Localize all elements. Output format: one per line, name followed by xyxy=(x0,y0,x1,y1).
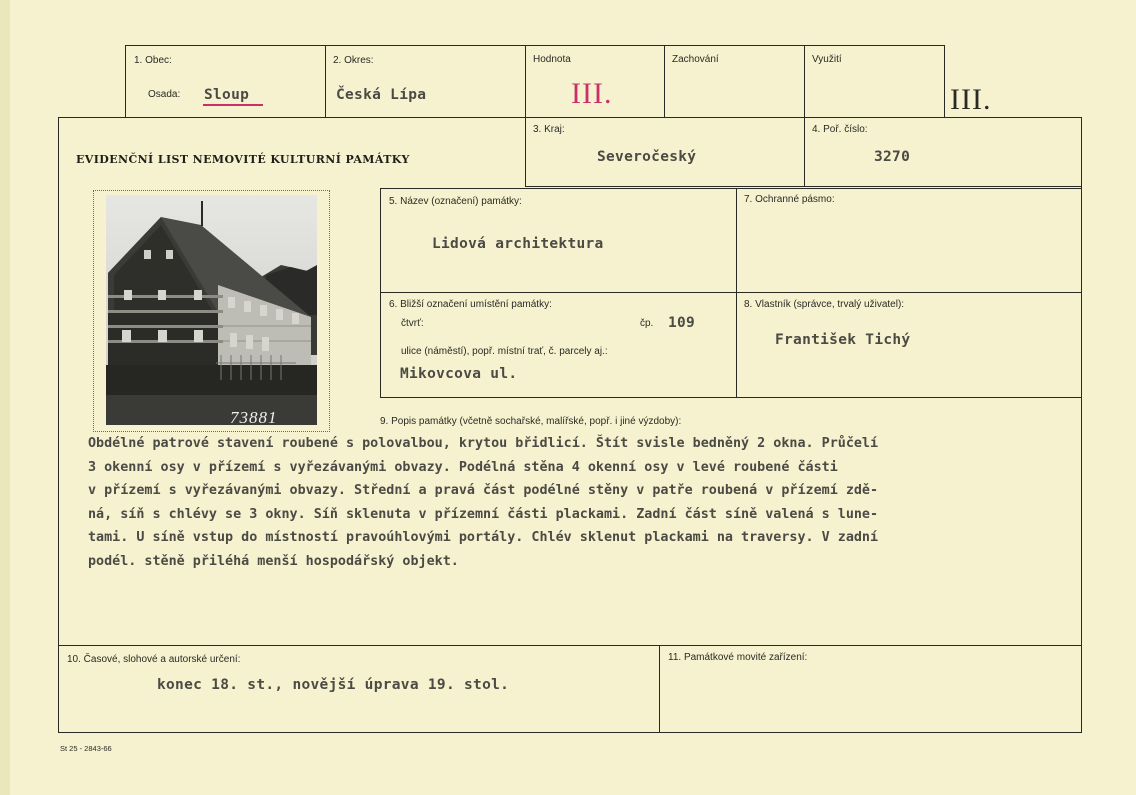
porcislo-label: 4. Poř. číslo: xyxy=(812,124,868,135)
kraj-label: 3. Kraj: xyxy=(533,124,565,135)
popis-line: tami. U síně vstup do místností pravoúhlovými portály. Chlév sklenut plackami na traversy. V zadní xyxy=(88,530,879,546)
popis-line: Obdélné patrové stavení roubené s polovalbou, krytou břidlicí. Štít svisle bedněný 2 okna. Průčelí xyxy=(88,436,879,451)
rule xyxy=(736,188,737,398)
vlastnik-label: 8. Vlastník (správce, trvalý uživatel): xyxy=(744,299,905,310)
popis-text xyxy=(88,432,1078,574)
photo-number-stamp: 73881 xyxy=(230,408,278,427)
pasmo-label: 7. Ochranné pásmo: xyxy=(744,194,835,205)
vlastnik-value: František Tichý xyxy=(775,332,911,348)
rule xyxy=(380,397,1082,398)
rule xyxy=(944,45,945,118)
building-photo-image xyxy=(106,195,317,425)
hodnota-label: Hodnota xyxy=(533,54,571,65)
popis-line: ná, síň s chlévy se 3 okny. Síň sklenuta v přízemní části plackami. Zadní část síně valená s lune- xyxy=(88,506,879,522)
cp-label: čp. xyxy=(640,318,654,329)
osada-value: Sloup xyxy=(204,87,250,103)
nazev-label: 5. Název (označení) památky: xyxy=(389,196,522,207)
ulice-value: Mikovcova ul. xyxy=(400,366,518,382)
rule xyxy=(125,45,945,46)
obec-label: 1. Obec: xyxy=(134,55,172,66)
urceni-value: konec 18. st., novější úprava 19. stol. xyxy=(157,677,510,693)
osada-underline xyxy=(203,104,263,106)
rule xyxy=(58,117,59,733)
umisteni-label: 6. Bližší označení umístění památky: xyxy=(389,299,552,310)
rule xyxy=(525,186,1082,187)
porcislo-value: 3270 xyxy=(874,149,911,165)
rule xyxy=(125,45,126,118)
popis-label: 9. Popis památky (včetně sochařské, malířské, popř. i jiné výzdoby): xyxy=(380,416,682,427)
ulice-label: ulice (náměstí), popř. místní trať, č. parcely aj.: xyxy=(401,346,608,357)
rule xyxy=(325,45,326,118)
form-title: EVIDENČNÍ LIST NEMOVITÉ KULTURNÍ PAMÁTKY xyxy=(76,153,410,166)
popis-line: 3 okenní osy v přízemí s vyřezávanými obvazy. Podélná stěna 4 okenní osy v levé roubené části xyxy=(88,459,838,475)
kraj-value: Severočeský xyxy=(597,149,697,165)
hodnota-value: III. xyxy=(571,77,613,110)
osada-label: Osada: xyxy=(148,89,181,100)
rule xyxy=(58,117,1082,118)
ctvrt-label: čtvrť: xyxy=(401,318,424,329)
rule xyxy=(804,45,805,187)
vyuziti-label: Využití xyxy=(812,54,842,65)
cp-value: 109 xyxy=(668,315,696,331)
rule xyxy=(1081,117,1082,733)
okres-label: 2. Okres: xyxy=(333,55,374,66)
rule xyxy=(380,188,381,398)
zarizeni-label: 11. Památkové movité zařízení: xyxy=(668,652,808,663)
urceni-label: 10. Časové, slohové a autorské určení: xyxy=(67,654,241,665)
building-photo xyxy=(106,195,317,425)
rule xyxy=(380,188,1082,189)
form-code: St 25 - 2843-66 xyxy=(60,744,112,753)
popis-line: podél. stěně přiléhá menší hospodářský objekt. xyxy=(88,553,459,569)
rule xyxy=(664,45,665,118)
side-value: III. xyxy=(950,83,992,116)
rule xyxy=(58,732,1082,733)
okres-value: Česká Lípa xyxy=(336,87,427,103)
rule xyxy=(380,292,1082,293)
card-edge xyxy=(0,0,10,795)
rule xyxy=(58,645,1082,646)
zachovani-label: Zachování xyxy=(672,54,719,65)
popis-line: v přízemí s vyřezávanými obvazy. Střední a pravá část podélné stěny v patře roubená v přízemí zdě- xyxy=(88,483,879,499)
rule xyxy=(659,645,660,733)
rule xyxy=(525,45,526,187)
nazev-value: Lidová architektura xyxy=(432,236,604,252)
